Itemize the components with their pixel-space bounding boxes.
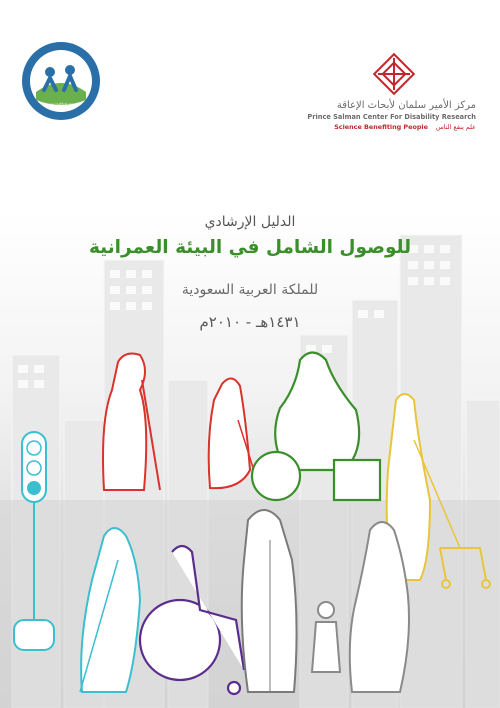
slogan-english: Science Benefiting People [334,123,428,131]
logo-caption: www.jadhal.com [44,102,78,107]
person-red-icon [103,354,160,490]
org-name-english: Prince Salman Center For Disability Research [307,113,476,121]
slogan-arabic: علم ينفع الناس [436,123,476,131]
org-name-arabic: مركز الأمير سلمان لأبحاث الإعاقة [336,100,476,111]
year-label: ١٤٣١هـ - ٢٠١٠م [199,313,301,331]
guide-label: الدليل الإرشادي [204,214,296,230]
main-title: للوصول الشامل في البيئة العمرانية [88,237,412,258]
person-green-icon [252,353,380,501]
subtitle-kingdom: للملكة العربية السعودية [181,282,319,298]
